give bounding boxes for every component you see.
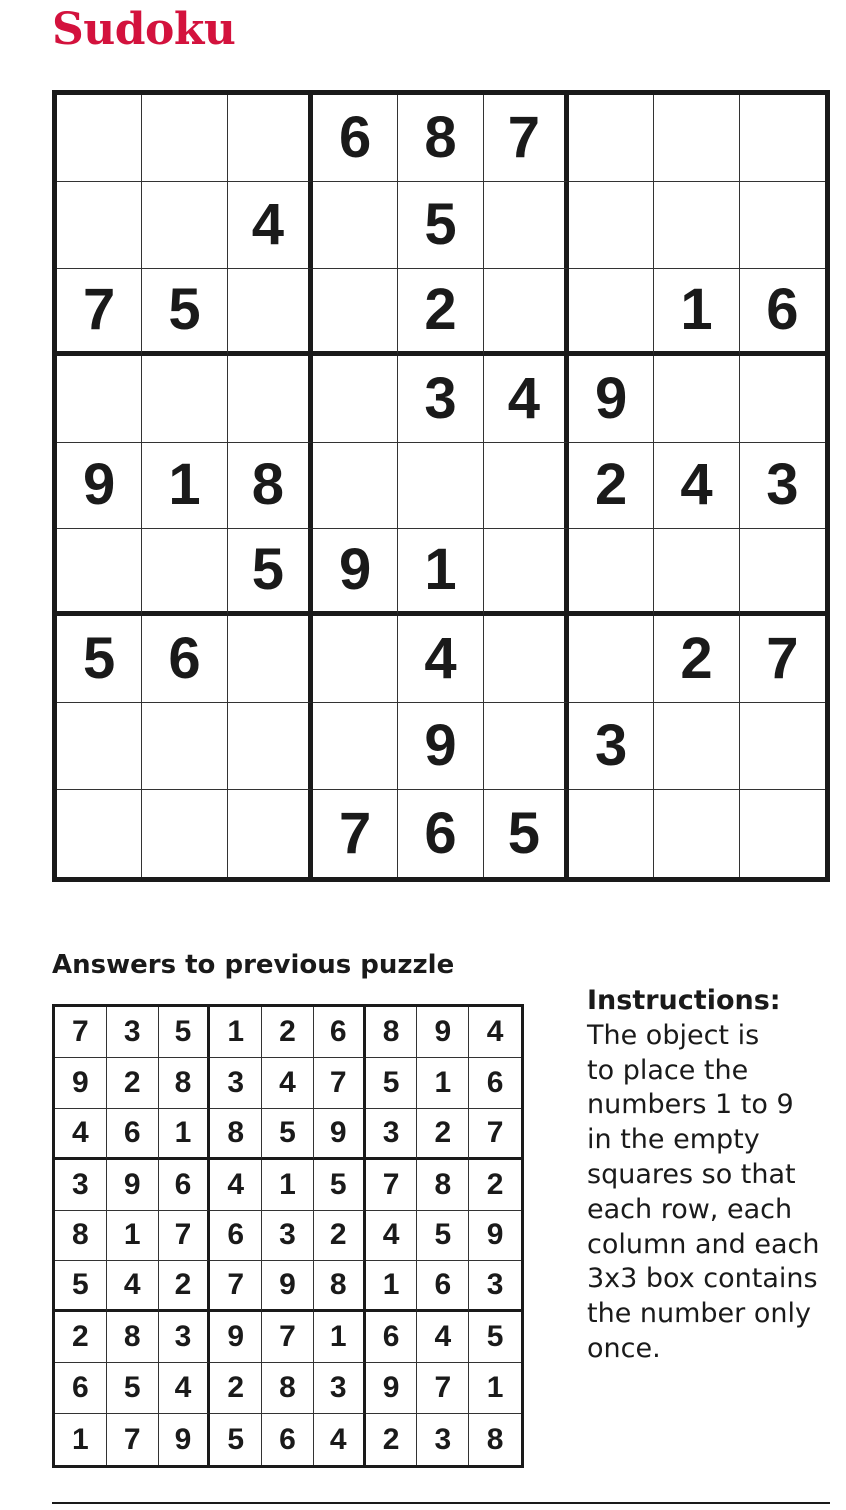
puzzle-cell-r8c1[interactable] (57, 703, 142, 790)
puzzle-cell-r9c9[interactable] (740, 790, 825, 877)
answer-cell-r6c9: 3 (469, 1261, 521, 1312)
answer-cell-r3c5: 5 (262, 1109, 314, 1160)
answer-cell-r4c2: 9 (107, 1160, 159, 1211)
answer-cell-r2c6: 7 (314, 1058, 366, 1109)
puzzle-cell-r9c8[interactable] (654, 790, 739, 877)
answer-cell-r5c4: 6 (210, 1211, 262, 1262)
puzzle-cell-r2c9[interactable] (740, 182, 825, 269)
puzzle-cell-r1c5: 8 (398, 95, 483, 182)
answers-grid (52, 1004, 524, 1468)
puzzle-cell-r5c7: 2 (569, 443, 654, 530)
answer-cell-r2c1: 9 (55, 1058, 107, 1109)
answer-cell-r4c1: 3 (55, 1160, 107, 1211)
puzzle-cell-r6c1[interactable] (57, 529, 142, 616)
puzzle-cell-r2c8[interactable] (654, 182, 739, 269)
answer-cell-r9c9: 8 (486, 1422, 504, 1456)
puzzle-cell-r4c2[interactable] (142, 356, 227, 443)
answer-cell-r1c8: 9 (417, 1007, 469, 1058)
puzzle-cell-r4c4[interactable] (313, 356, 398, 443)
answer-cell-r1c6: 6 (314, 1007, 366, 1058)
puzzle-cell-r5c1: 9 (57, 443, 142, 530)
answer-cell-r4c7: 7 (366, 1160, 418, 1211)
puzzle-cell-r5c5[interactable] (398, 443, 483, 530)
answer-cell-r9c8: 3 (417, 1414, 469, 1465)
answer-cell-r4c5: 1 (262, 1160, 314, 1211)
puzzle-cell-r8c5: 9 (398, 703, 483, 790)
answer-cell-r2c8: 1 (417, 1058, 469, 1109)
answer-cell-r3c2: 6 (107, 1109, 159, 1160)
answer-cell-r8c4: 2 (210, 1363, 262, 1414)
answer-cell-r1c2: 3 (107, 1007, 159, 1058)
answer-cell-r9c7: 2 (366, 1414, 418, 1465)
answer-cell-r6c3: 2 (159, 1261, 211, 1312)
answer-cell-r5c9: 9 (469, 1211, 521, 1262)
answer-cell-r8c5: 8 (262, 1363, 314, 1414)
puzzle-cell-r8c4[interactable] (313, 703, 398, 790)
answer-cell-r6c7: 1 (366, 1261, 418, 1312)
answer-cell-r9c5: 6 (262, 1414, 314, 1465)
answer-cell-r2c3: 8 (159, 1058, 211, 1109)
puzzle-cell-r7c2: 6 (142, 616, 227, 703)
instructions-line: numbers 1 to 9 (587, 1089, 794, 1121)
instructions-line: to place the (587, 1054, 749, 1086)
answer-cell-r3c9: 7 (469, 1109, 521, 1160)
puzzle-cell-r5c8: 4 (654, 443, 739, 530)
puzzle-cell-r1c4: 6 (313, 95, 398, 182)
puzzle-cell-r7c6[interactable] (484, 616, 569, 703)
answer-cell-r3c1: 4 (55, 1109, 107, 1160)
puzzle-cell-r5c6[interactable] (484, 443, 569, 530)
instructions-panel (587, 984, 837, 1367)
instructions-line: each row, each (587, 1193, 793, 1225)
puzzle-cell-r8c6[interactable] (484, 703, 569, 790)
answer-cell-r8c6: 3 (314, 1363, 366, 1414)
answer-cell-r7c1: 2 (55, 1312, 107, 1363)
answer-cell-r7c7: 6 (366, 1312, 418, 1363)
puzzle-cell-r2c6[interactable] (484, 182, 569, 269)
answer-cell-r3c8: 2 (417, 1109, 469, 1160)
answer-cell-r6c6: 8 (314, 1261, 366, 1312)
puzzle-cell-r7c4[interactable] (313, 616, 398, 703)
puzzle-cell-r7c5: 4 (398, 616, 483, 703)
puzzle-cell-r2c3: 4 (228, 182, 313, 269)
answer-cell-r1c1: 7 (55, 1007, 107, 1058)
answer-cell-r7c2: 8 (107, 1312, 159, 1363)
instructions-line: column and each (587, 1228, 820, 1260)
answer-cell-r1c3: 5 (159, 1007, 211, 1058)
puzzle-cell-r1c8[interactable] (654, 95, 739, 182)
puzzle-cell-r6c3: 5 (228, 529, 313, 616)
puzzle-cell-r8c3[interactable] (228, 703, 313, 790)
answer-cell-r5c8: 5 (417, 1211, 469, 1262)
puzzle-cell-r5c9: 3 (740, 443, 825, 530)
answer-cell-r6c1: 5 (55, 1261, 107, 1312)
puzzle-cell-r6c9[interactable] (740, 529, 825, 616)
puzzle-cell-r7c1: 5 (57, 616, 142, 703)
puzzle-cell-r4c8[interactable] (654, 356, 739, 443)
answer-cell-r3c7: 3 (366, 1109, 418, 1160)
puzzle-cell-r3c5: 2 (398, 269, 483, 356)
puzzle-cell-r8c9[interactable] (740, 703, 825, 790)
answer-cell-r4c9: 2 (469, 1160, 521, 1211)
answer-cell-r9c3: 9 (159, 1414, 211, 1465)
answer-cell-r2c7: 5 (366, 1058, 418, 1109)
puzzle-cell-r5c3: 8 (228, 443, 313, 530)
answer-cell-r6c5: 9 (262, 1261, 314, 1312)
puzzle-cell-r5c2: 1 (142, 443, 227, 530)
answer-cell-r6c4: 7 (210, 1261, 262, 1312)
puzzle-cell-r6c6[interactable] (484, 529, 569, 616)
puzzle-cell-r4c9[interactable] (740, 356, 825, 443)
puzzle-cell-r9c6: 5 (484, 790, 569, 877)
puzzle-cell-r3c8: 1 (654, 269, 739, 356)
answer-cell-r3c6: 9 (314, 1109, 366, 1160)
instructions-line: once. (587, 1332, 661, 1364)
answer-cell-r6c8: 6 (417, 1261, 469, 1312)
answer-cell-r9c1: 1 (55, 1414, 107, 1465)
puzzle-cell-r1c9[interactable] (740, 95, 825, 182)
puzzle-cell-r4c7: 9 (569, 356, 654, 443)
puzzle-cell-r3c1: 7 (57, 269, 142, 356)
answer-cell-r5c1: 8 (55, 1211, 107, 1262)
puzzle-cell-r6c7[interactable] (569, 529, 654, 616)
answer-cell-r8c2: 5 (107, 1363, 159, 1414)
puzzle-cell-r6c8[interactable] (654, 529, 739, 616)
puzzle-cell-r9c3[interactable] (228, 790, 313, 877)
puzzle-cell-r3c4[interactable] (313, 269, 398, 356)
answer-cell-r4c6: 5 (314, 1160, 366, 1211)
answer-cell-r9c2: 7 (107, 1414, 159, 1465)
answer-cell-r3c4: 8 (210, 1109, 262, 1160)
answer-cell-r4c8: 8 (417, 1160, 469, 1211)
puzzle-cell-r1c7[interactable] (569, 95, 654, 182)
answer-cell-r7c8: 4 (417, 1312, 469, 1363)
answer-cell-r8c3: 4 (159, 1363, 211, 1414)
puzzle-cell-r2c7[interactable] (569, 182, 654, 269)
answer-cell-r8c7: 9 (366, 1363, 418, 1414)
puzzle-cell-r6c5: 1 (398, 529, 483, 616)
puzzle-cell-r3c2: 5 (142, 269, 227, 356)
answer-cell-r7c6: 1 (314, 1312, 366, 1363)
instructions-line: The object is (587, 1019, 760, 1051)
puzzle-cell-r2c4[interactable] (313, 182, 398, 269)
puzzle-cell-r7c3[interactable] (228, 616, 313, 703)
answer-cell-r9c6: 4 (314, 1414, 366, 1465)
answer-cell-r3c3: 1 (159, 1109, 211, 1160)
puzzle-cell-r9c4: 7 (313, 790, 398, 877)
puzzle-cell-r9c5: 6 (398, 790, 483, 877)
answer-cell-r2c4: 3 (210, 1058, 262, 1109)
puzzle-cell-r7c9: 7 (740, 616, 825, 703)
puzzle-cell-r4c5: 3 (398, 356, 483, 443)
puzzle-cell-r2c1[interactable] (57, 182, 142, 269)
answer-cell-r5c6: 2 (314, 1211, 366, 1262)
answer-cell-r2c2: 2 (107, 1058, 159, 1109)
answer-cell-r7c5: 7 (262, 1312, 314, 1363)
answer-cell-r1c4: 1 (210, 1007, 262, 1058)
instructions-line: the number only (587, 1298, 811, 1330)
answer-cell-r9c4: 5 (210, 1414, 262, 1465)
puzzle-cell-r8c7: 3 (569, 703, 654, 790)
bottom-divider (52, 1502, 830, 1504)
answer-cell-r1c7: 8 (366, 1007, 418, 1058)
puzzle-cell-r2c5: 5 (398, 182, 483, 269)
puzzle-cell-r5c4[interactable] (313, 443, 398, 530)
answer-cell-r5c2: 1 (107, 1211, 159, 1262)
puzzle-cell-r7c7[interactable] (569, 616, 654, 703)
answer-cell-r7c9: 5 (469, 1312, 521, 1363)
puzzle-cell-r6c2[interactable] (142, 529, 227, 616)
puzzle-cell-r1c6: 7 (484, 95, 569, 182)
answer-cell-r8c1: 6 (55, 1363, 107, 1414)
puzzle-cell-r1c3[interactable] (228, 95, 313, 182)
puzzle-cell-r3c7[interactable] (569, 269, 654, 356)
page-title: Sudoku (52, 4, 236, 55)
answer-cell-r8c9: 1 (469, 1363, 521, 1414)
answer-cell-r5c7: 4 (366, 1211, 418, 1262)
puzzle-cell-r9c1[interactable] (57, 790, 142, 877)
puzzle-cell-r1c1[interactable] (57, 95, 142, 182)
puzzle-cell-r6c4: 9 (313, 529, 398, 616)
puzzle-cell-r4c1[interactable] (57, 356, 142, 443)
sudoku-puzzle-grid (52, 90, 830, 882)
puzzle-cell-r4c6: 4 (484, 356, 569, 443)
instructions-line: squares so that (587, 1158, 796, 1190)
answer-cell-r2c5: 4 (262, 1058, 314, 1109)
answer-cell-r5c5: 3 (262, 1211, 314, 1262)
answer-cell-r1c5: 2 (262, 1007, 314, 1058)
puzzle-cell-r3c3[interactable] (228, 269, 313, 356)
answer-cell-r4c3: 6 (159, 1160, 211, 1211)
puzzle-cell-r3c9: 6 (740, 269, 825, 356)
instructions-line: 3x3 box contains (587, 1263, 818, 1295)
instructions-heading: Instructions: (587, 985, 781, 1016)
answer-cell-r4c4: 4 (210, 1160, 262, 1211)
answer-cell-r6c2: 4 (107, 1261, 159, 1312)
instructions-line: in the empty (587, 1124, 760, 1156)
puzzle-cell-r4c3[interactable] (228, 356, 313, 443)
answer-cell-r7c3: 3 (159, 1312, 211, 1363)
puzzle-cell-r1c2[interactable] (142, 95, 227, 182)
puzzle-cell-r9c7[interactable] (569, 790, 654, 877)
puzzle-cell-r8c8[interactable] (654, 703, 739, 790)
answer-cell-r8c8: 7 (417, 1363, 469, 1414)
answer-cell-r7c4: 9 (210, 1312, 262, 1363)
puzzle-cell-r2c2[interactable] (142, 182, 227, 269)
puzzle-cell-r8c2[interactable] (142, 703, 227, 790)
answer-cell-r5c3: 7 (159, 1211, 211, 1262)
puzzle-cell-r3c6[interactable] (484, 269, 569, 356)
answers-heading: Answers to previous puzzle (52, 950, 455, 980)
answer-cell-r1c9: 4 (469, 1007, 521, 1058)
answer-cell-r2c9: 6 (469, 1058, 521, 1109)
puzzle-cell-r7c8: 2 (654, 616, 739, 703)
puzzle-cell-r9c2[interactable] (142, 790, 227, 877)
